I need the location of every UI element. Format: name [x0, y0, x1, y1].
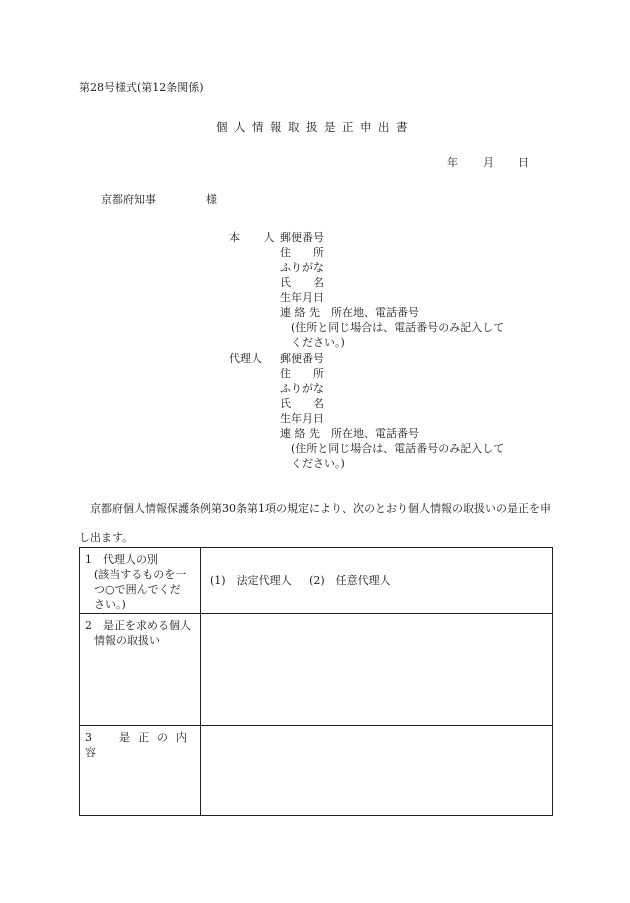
agent-name-label: 氏 名: [280, 397, 324, 410]
agent-type-instruction-2: つ○で囲んでくだ: [94, 583, 181, 596]
handling-input-cell[interactable]: [201, 614, 553, 726]
date-year-label: 年: [447, 156, 458, 169]
correction-label-cell: [80, 726, 201, 816]
date-month-label: 月: [483, 156, 494, 169]
agent-furigana-label: ふりがな: [280, 382, 324, 395]
principal-name-label: 氏 名: [280, 276, 324, 289]
principal-label: 本 人: [229, 231, 285, 244]
agent-type-label-cell: [80, 548, 201, 614]
handling-label-cont: 情報の取扱い: [94, 634, 160, 647]
principal-postal-code-label: 郵便番号: [280, 231, 324, 244]
agent-contact-note-cont: ください。): [291, 457, 345, 470]
handling-label: 2 是正を求める個人: [85, 619, 191, 632]
agent-type-options-cell[interactable]: [201, 548, 553, 614]
form-number: 第28号様式(第12条関係): [79, 81, 204, 94]
agent-postal-code-label: 郵便番号: [280, 352, 324, 365]
correction-input-cell[interactable]: [201, 726, 553, 816]
principal-contact-note-cont: ください。): [291, 336, 345, 349]
table-row-agent-type: [80, 548, 553, 614]
option-legal-agent[interactable]: (1) 法定代理人: [210, 574, 292, 587]
agent-contact-label: 連 絡 先 所在地、電話番号: [280, 427, 419, 440]
principal-birthdate-label: 生年月日: [280, 291, 324, 304]
agent-type-instruction-1: (該当するものを一: [94, 568, 187, 581]
agent-type-label: 1 代理人の別: [85, 553, 158, 566]
agent-address-label: 住 所: [280, 367, 324, 380]
addressee-name: 京都府知事: [101, 193, 156, 206]
agent-type-instruction-3: さい。): [94, 598, 126, 611]
correction-label: 3 是正の内容: [85, 731, 195, 759]
principal-contact-label: 連 絡 先 所在地、電話番号: [280, 306, 419, 319]
table-row-correction: [80, 726, 553, 816]
date-day-label: 日: [518, 156, 529, 169]
principal-furigana-label: ふりがな: [280, 261, 324, 274]
document-title: 個人情報取扱是正申出書: [216, 120, 414, 134]
agent-contact-note: (住所と同じ場合は、電話番号のみ記入して: [291, 442, 505, 455]
option-voluntary-agent[interactable]: (2) 任意代理人: [309, 574, 391, 587]
handling-label-cell: [80, 614, 201, 726]
addressee-honorific: 様: [206, 193, 217, 206]
agent-birthdate-label: 生年月日: [280, 412, 324, 425]
statement-paragraph: 京都府個人情報保護条例第30条第1項の規定により、次のとおり個人情報の取扱いの是正を申し出ます。: [79, 502, 551, 544]
principal-contact-note: (住所と同じ場合は、電話番号のみ記入して: [291, 321, 505, 334]
request-form-table: [79, 547, 553, 816]
agent-label: 代理人: [229, 352, 262, 365]
principal-address-label: 住 所: [280, 246, 324, 259]
table-row-handling: [80, 614, 553, 726]
